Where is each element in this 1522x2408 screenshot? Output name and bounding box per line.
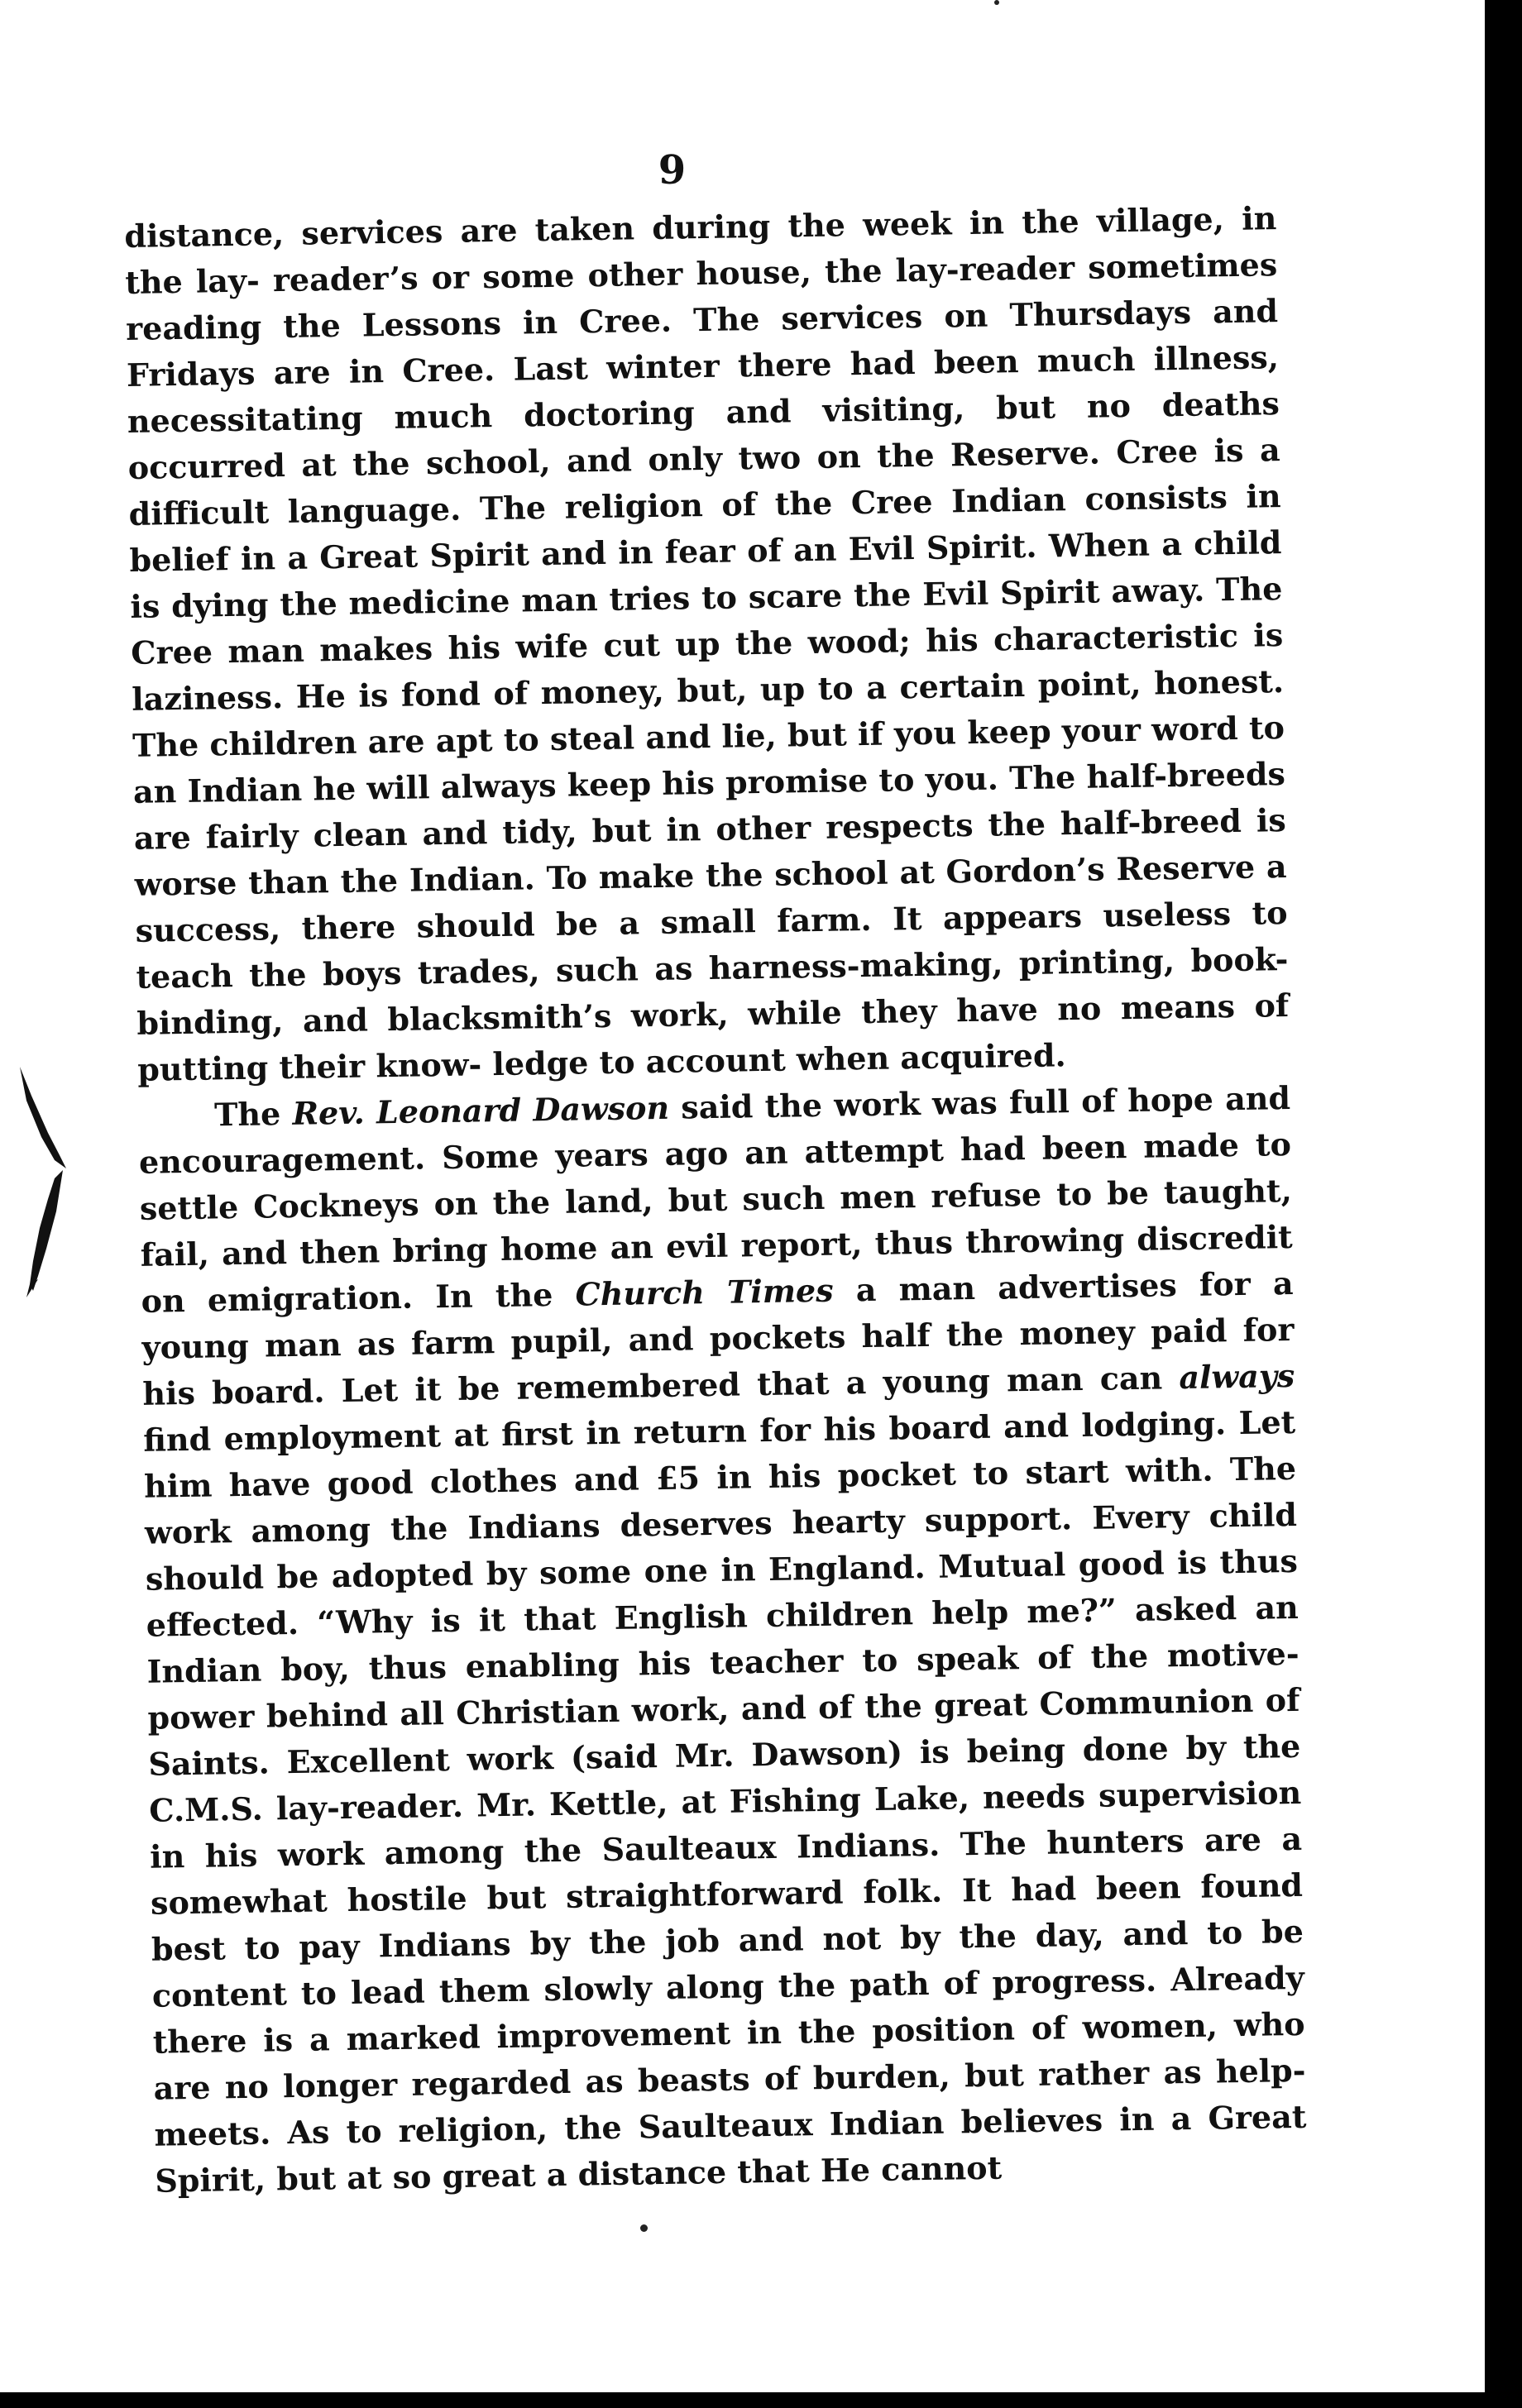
- paragraph-2-pockets-line: and pockets half the money paid for his board. Let it be remembered: [142, 1310, 1295, 1412]
- text-line: lay-reader. Mr. Kettle, at Fishing Lake, needs supervision in his: [149, 1773, 1302, 1875]
- text-line: the Cree Indian consists in belief in a Great Spirit and in fear of an: [129, 477, 1281, 579]
- text-line: two on the Reserve. Cree is a difficult language. The religion of: [128, 431, 1280, 533]
- page-number: 9: [658, 147, 687, 194]
- emphasis-always: always: [1179, 1356, 1295, 1397]
- text-line: hostile but straightforward folk. It had been found best to pay Indians: [151, 1866, 1304, 1968]
- paragraph-2-in-end: a man advertises for a young man as farm pupil,: [141, 1264, 1294, 1366]
- paragraph-2: [138, 1075, 1308, 2205]
- text-line: the boys trades, such as harness-making, printing, book-binding, and: [136, 940, 1289, 1042]
- text-line: behind all Christian work, and of the great Communion of Saints.: [148, 1680, 1300, 1783]
- text-line: point, honest. The children are apt to steal and lie, but if you keep: [132, 662, 1285, 764]
- text-line: Evil Spirit away. The Cree man makes his wife cut up the wood;: [130, 570, 1283, 671]
- publication-name: Church Times: [575, 1271, 834, 1313]
- text-line: an Indian boy, thus enabling his teacher to speak of the motive-power: [146, 1588, 1299, 1737]
- paragraph-2-lines-b: [144, 1403, 1307, 2200]
- text-line: by the job and not by the day, and to be content to lead them slowly: [151, 1912, 1304, 2014]
- text-line: your word to an Indian he will always keep his promise to you. The: [132, 709, 1285, 810]
- text-line: along the path of progress. Already there is a marked improvement: [152, 1958, 1305, 2061]
- paragraph-2-always-start: that a young man can: [756, 1359, 1180, 1403]
- paragraph-2-always-end: find employment at first in return for his: [142, 1409, 877, 1459]
- text-line: doctoring and visiting, but no deaths occurred at the school, and only: [127, 385, 1280, 486]
- text-line: a success, there should be a small farm. It appears useless to teach: [135, 848, 1288, 996]
- margin-bracket-mark: [8, 1063, 74, 1298]
- text-line: burden, but rather as help-meets. As to religion, the Saulteaux Indian: [154, 2051, 1306, 2153]
- text-line: his characteristic is laziness. He is fond of money, but, up to a certain: [131, 616, 1284, 718]
- text-line: board and lodging. Let him have good clothes and £5 in his pocket: [143, 1402, 1296, 1505]
- paragraph-2-in-start: In the: [434, 1275, 576, 1316]
- text-line: Evil Spirit. When a child is dying the medicine man tries to scare the: [130, 523, 1282, 625]
- text-line: distance, services are taken during the week in the village, in the lay-: [124, 199, 1277, 301]
- text-line: Excellent work (said Mr. Dawson) is being done by the C.M.S.: [148, 1727, 1301, 1829]
- ink-speck: [640, 2224, 648, 2232]
- text-line: in the position of women, who are no longer regarded as beasts of: [153, 2004, 1305, 2107]
- text-line: Cockneys on the land, but such men refuse to be taught, fail, and: [140, 1171, 1293, 1273]
- text-line: Cree. Last winter there had been much illness, necessitating much: [127, 338, 1280, 440]
- text-line: believes in a Great Spirit, but at so great a distance that He cannot: [155, 2097, 1307, 2200]
- paragraph-2-start: The: [213, 1094, 293, 1134]
- text-line: Lessons in Cree. The services on Thursdays and Fridays are in: [126, 292, 1279, 394]
- text-line: then bring home an evil report, thus throwing discredit on emigration.: [141, 1217, 1293, 1320]
- text-line: reader’s or some other house, the lay-reader sometimes reading the: [125, 246, 1278, 347]
- text-line: Every child should be adopted by some one in England. Mutual good: [145, 1495, 1298, 1598]
- paragraph-2-line-1-end: said the work was full of hope and: [668, 1078, 1291, 1126]
- text-line: is thus effected. “Why is it that English children help me?” asked: [146, 1541, 1299, 1644]
- text-line: blacksmith’s work, while they have no means of putting their know-: [136, 987, 1290, 1088]
- text-line: half-breeds are fairly clean and tidy, but in other respects the half-breed: [133, 755, 1286, 857]
- speaker-name: Rev. Leonard Dawson: [292, 1088, 670, 1132]
- paragraph-1: [124, 195, 1290, 1093]
- text-line: ledge to account when acquired.: [492, 1036, 1067, 1083]
- text-line: encouragement. Some years ago an attempt had been made to settle: [138, 1125, 1292, 1227]
- text-line: is worse than the Indian. To make the school at Gordon’s Reserve: [134, 801, 1287, 903]
- ink-speck: [994, 0, 999, 5]
- text-line: to start with. The work among the Indians deserves hearty support.: [144, 1449, 1297, 1551]
- body-text: [124, 195, 1308, 2205]
- text-line: work among the Saulteaux Indians. The hunters are a somewhat: [150, 1819, 1303, 1922]
